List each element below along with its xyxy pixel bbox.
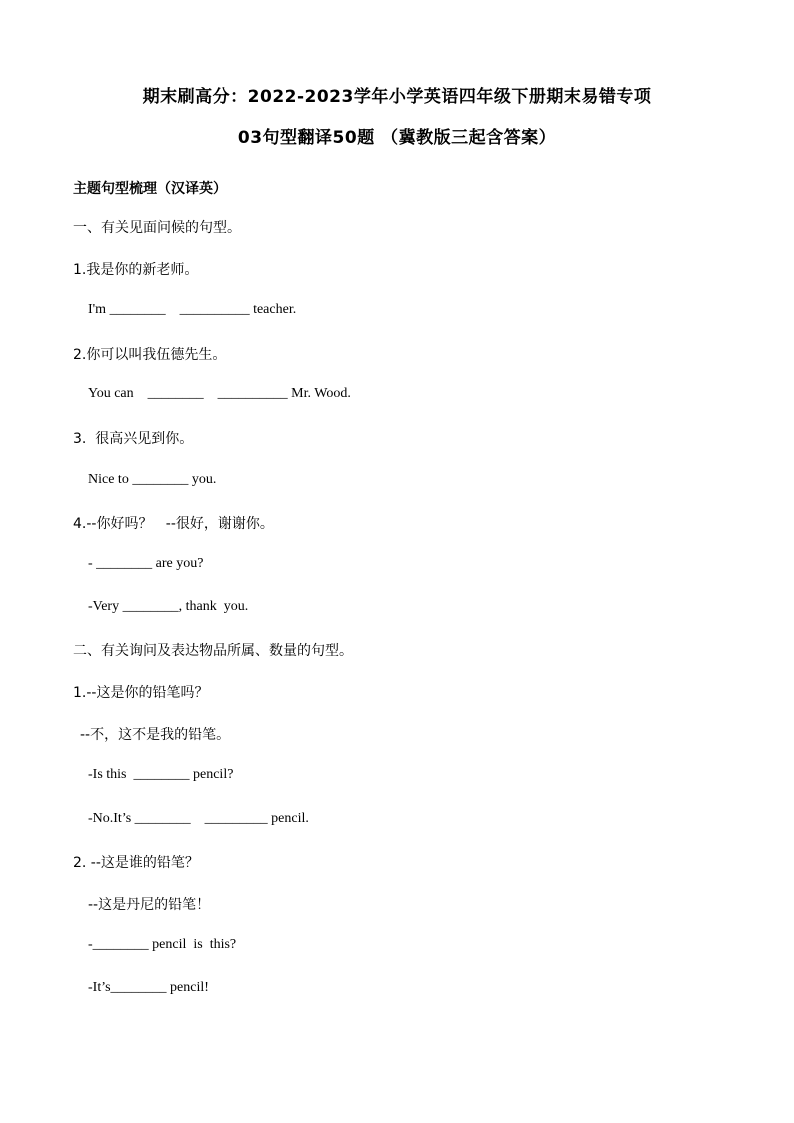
answer-line-1-2: You can ________ __________ Mr. Wood.	[88, 386, 351, 401]
question-1-4: 4.--你好吗？ --很好，谢谢你。	[73, 516, 274, 532]
answer-line-2-2a: -________ pencil is this?	[88, 937, 237, 952]
section-heading: 主题句型梳理（汉译英）	[73, 181, 227, 197]
document-title-line-2: 03句型翻译50题 （冀教版三起含答案）	[237, 128, 557, 148]
question-1-1: 1.我是你的新老师。	[73, 262, 199, 278]
document-title-line-1: 期末刷高分：2022-2023学年小学英语四年级下册期末易错专项	[142, 87, 652, 107]
part-two-heading: 二、有关询问及表达物品所属、数量的句型。	[73, 643, 353, 659]
question-1-2: 2.你可以叫我伍德先生。	[73, 347, 227, 363]
question-2-1: 1.--这是你的铅笔吗？	[73, 685, 209, 701]
question-2-2-reply: --这是丹尼的铅笔！	[88, 897, 211, 913]
part-one-heading: 一、有关见面问候的句型。	[73, 220, 241, 236]
answer-line-2-1b: -No.It’s ________ _________ pencil.	[88, 811, 309, 826]
question-2-2: 2. --这是谁的铅笔？	[73, 855, 199, 871]
answer-line-1-3: Nice to ________ you.	[88, 472, 217, 487]
answer-line-1-1: I'm ________ __________ teacher.	[88, 302, 297, 317]
answer-line-1-4b: -Very ________, thank you.	[88, 599, 249, 614]
question-2-1-reply: --不，这不是我的铅笔。	[80, 727, 231, 743]
question-1-3: 3. 很高兴见到你。	[73, 431, 194, 447]
answer-line-2-1a: -Is this ________ pencil?	[88, 767, 234, 782]
answer-line-2-2b: -It’s________ pencil!	[88, 980, 209, 995]
answer-line-1-4a: - ________ are you?	[88, 556, 204, 571]
